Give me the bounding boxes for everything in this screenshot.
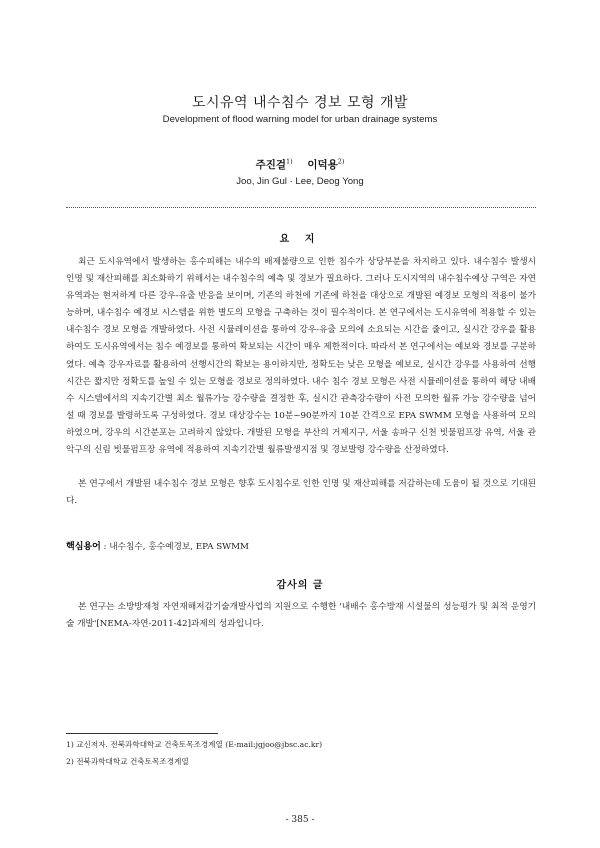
footnote-2: 2) 전북과학대학교 건축토목조경계열 bbox=[66, 757, 189, 766]
author-1-footnote-mark: 1) bbox=[286, 157, 293, 166]
paper-title: 도시유역 내수침수 경보 모형 개발 bbox=[191, 95, 409, 111]
keywords-text: 내수침수, 홍수예경보, EPA SWMM bbox=[109, 542, 249, 552]
dotted-divider bbox=[66, 207, 536, 208]
abstract-paragraph-2: 본 연구에서 개발된 내수침수 경보 모형은 향후 도시침수로 인한 인명 및 재산피해를 저감하는데 도움이 될 것으로 기대된다. bbox=[66, 479, 536, 507]
page-number: - 385 - bbox=[285, 815, 315, 825]
author-2-footnote-mark: 2) bbox=[337, 157, 345, 166]
keywords bbox=[66, 539, 536, 552]
footnote-rule bbox=[66, 733, 218, 734]
author-1-name: 주진걸 bbox=[255, 159, 287, 171]
authors-english: Joo, Jin Gul · Lee, Deog Yong bbox=[236, 176, 364, 187]
acknowledgement-text: 본 연구는 소방방재청 자연재해저감기술개발사업의 지원으로 수행한 '내배수 홍수방재 시설물의 성능평가 및 최적 운영기술 개발'[NEMA-자연-2011-42]과제의 성과입니다. bbox=[66, 602, 536, 630]
keywords-separator: : bbox=[100, 542, 110, 552]
acknowledgement-heading: 감사의 글 bbox=[276, 580, 324, 591]
abstract-paragraph-1: 최근 도시유역에서 발생하는 홍수피해는 내수의 배제불량으로 인한 침수가 상당부분을 차지하고 있다. 내수침수 발생시 인명 및 재산피해를 최소화하기 위해서는 내수침수의 예측 및 경보가 필요하다. 그러나 도시지역의 내수침수예상 구역은 자연유역과는 현저하게 다른 강우-유출 반응을 보이며, 기존의 하천에 기존에 하천을 대상으로 개발된 예경보 모형의 적용이 불가능하며, 내수침수 예경보 시스템을 위한 별도의 모형을 구축하는 것이 필수적이다. 본 연구에서는 도시유역에 적용할 수 있는 내수침수 경보 모형을 개발하였다. 사전 시뮬레이션을 통하여 강우-유출 모의에 소요되는 시간을 줄이고, 실시간 강우를 활용하여도 도시유역에서는 침수 예경보를 통하여 확보되는 시간이 매우 제한적이다. 따라서 본 연구에서는 예보와 경보를 구분하였다. 예측 강우자료를 활용하여 선행시간의 확보는 용이하지만, 정확도는 낮은 모형을 예보로, 실시간 강우를 사용하여 선행시간은 짧지만 정확도를 높일 수 있는 모형을 경보로 정의하였다. 내수 침수 경보 모형은 사전 시뮬레이션을 통하여 해당 내배수 시스템에서의 지속기간별 최소 월류가능 강수량을 결정한 후, 실시간 관측강수량이 사전 모의한 월류 가능 강수량을 넘어설 때 경보를 발령하도록 구성하였다. 경보 대상강수는 10분~90분까지 10분 간격으로 EPA SWMM 모형을 사용하여 모의하였으며, 강우의 시간분포는 고려하지 않았다. 개발된 모형을 부산의 거제지구, 서울 송파구 신천 빗물펌프장 유역, 서울 관악구의 신림 빗물펌프장 유역에 적용하여 지속기간별 월류발생지점 및 경보발령 강수량을 산정하였다. bbox=[66, 257, 536, 456]
footnote-1: 1) 교신저자. 전북과학대학교 건축토목조경계열 (E-mail:jgjoo@jbsc.ac.kr) bbox=[66, 740, 323, 749]
abstract-heading: 요 지 bbox=[279, 234, 321, 245]
keywords-label: 핵심용어 bbox=[66, 542, 101, 552]
paper-subtitle-english: Development of flood warning model for urban drainage systems bbox=[162, 114, 438, 125]
authors-korean bbox=[0, 157, 600, 172]
author-2-name: 이덕용 bbox=[307, 159, 338, 171]
